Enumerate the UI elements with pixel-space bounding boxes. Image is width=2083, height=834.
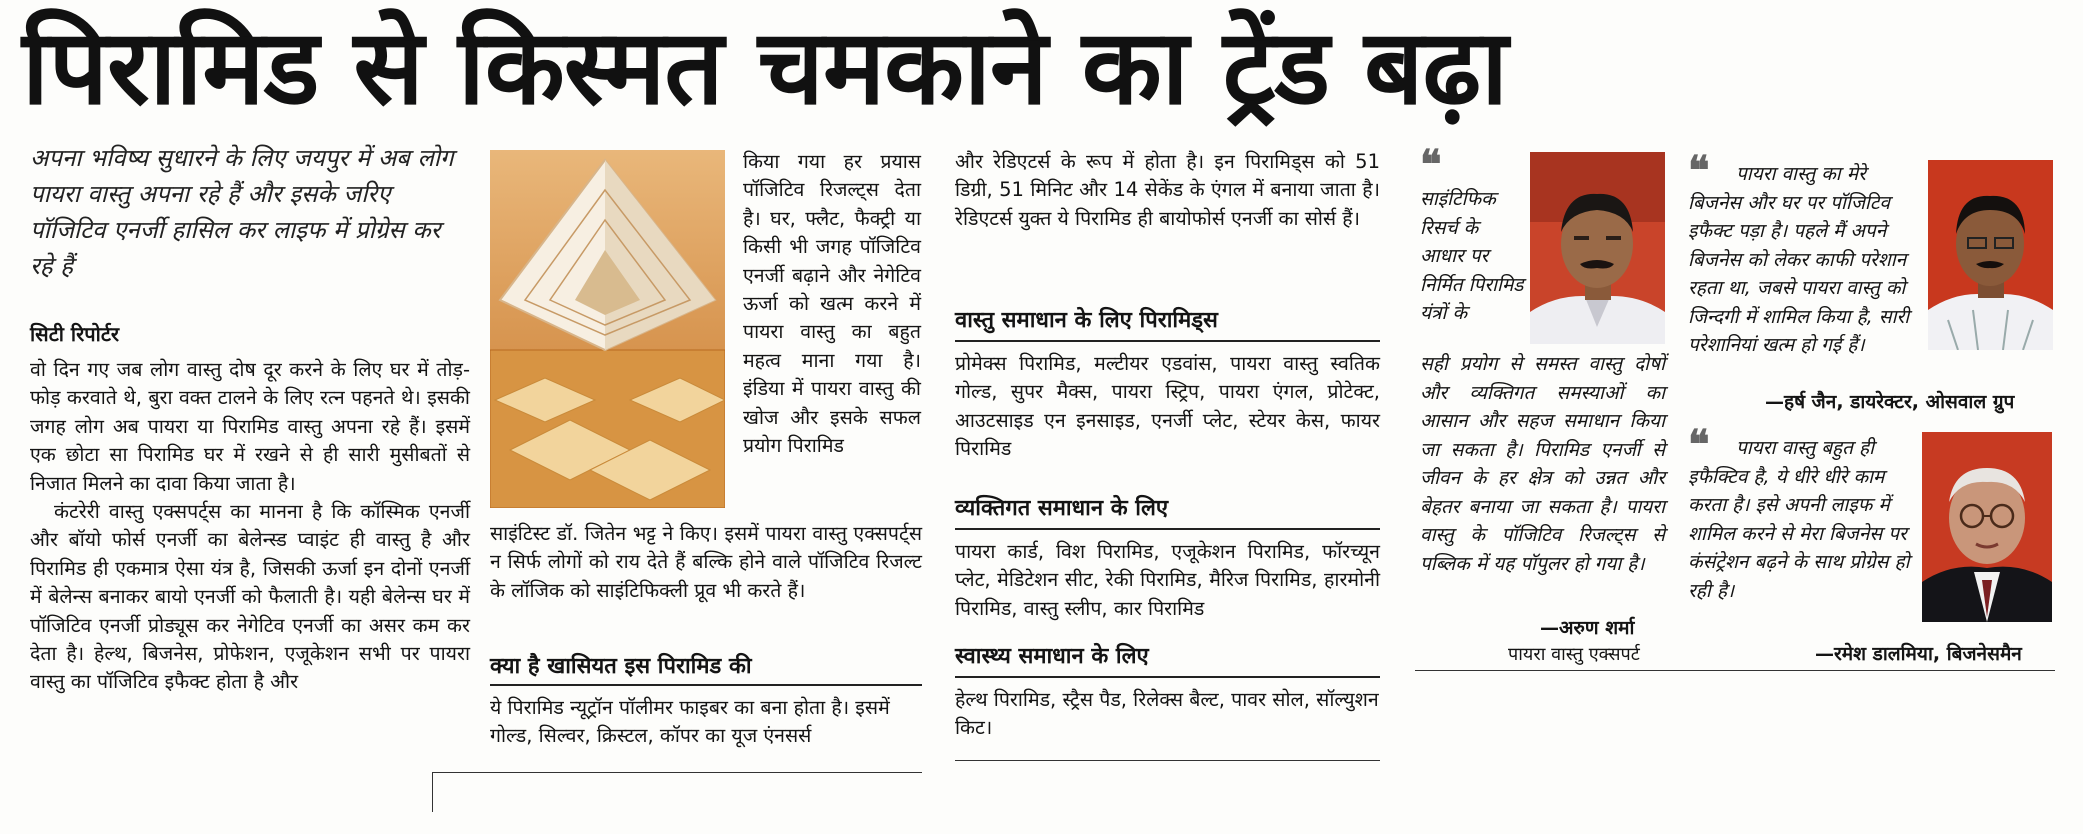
col3-paragraph-1: और रेडिएटर्स के रूप में होता है। इन पिरामिड्स को 51 डिग्री, 51 मिनिट और 14 सेकेंड के एंगल में बनाया जाता है। रेडिएटर्स युक्त ये पिरामिड ही बायोफोर्स एनर्जी का सोर्स हैं। xyxy=(955,150,1380,230)
subhead-khasiyat: क्या है खासियत इस पिरामिड की xyxy=(490,654,752,679)
photo-harsh-jain xyxy=(1928,160,2053,350)
divider xyxy=(490,684,922,686)
bottom-rule xyxy=(432,772,922,773)
divider xyxy=(955,676,1380,678)
col3-text-vyaktigat: पायरा कार्ड, विश पिरामिड, एजूकेशन पिरामिड, फॉरच्यून प्लेट, मेडिटेशन सीट, रेकी पिरामिड, मैरिज पिरामिड, हारमोनी पिरामिड, वास्तु स्लीप, कार पिरामिड xyxy=(955,540,1380,620)
column-1 xyxy=(30,356,470,697)
quote3-text: पायरा वास्तु बहुत ही इफैक्टिव है, ये धीरे धीरे काम करता है। इसे अपनी लाइफ में शामिल करने से मेरा बिजनेस पर कंसंट्रेशन बढ़ने के साथ प्रोग्रेस हो रही है। xyxy=(1688,437,1910,602)
col1-paragraph-2: कंटरेरी वास्तु एक्सपर्ट्स का मानना है कि कॉस्मिक एनर्जी और बॉयो फोर्स एनर्जी का बेलेन्स्ड प्वाइंट ही वास्तु है और पिरामिड ही एकमात्र ऐसा यंत्र है, जिसकी ऊर्जा इन दोनों एनर्जी में बेलेन्स बनाकर बायो एनर्जी को फैलाती है। यही बेलेन्स घर में पॉजिटिव एनर्जी प्रोड्यूस कर नेगेटिव एनर्जी का असर कम कर देता है। हेल्थ, बिजनेस, प्रोफेशन, एजूकेशन सभी पर पायरा वास्तु का पॉजिटिव इफैक्ट होता है और xyxy=(30,500,470,694)
col2-beside-photo: किया गया हर प्रयास पॉजिटिव रिजल्ट्स देता है। घर, फ्लैट, फैक्ट्री या किसी भी जगह पॉजिटिव एनर्जी बढ़ाने और नेगेटिव ऊर्जा को खत्म करने में पायरा वास्तु का बहुत महत्व माना गया है। इंडिया में पायरा वास्तु की खोज और इसके सफल प्रयोग पिरामिड xyxy=(743,150,921,458)
bottom-rule xyxy=(1415,670,2055,671)
subhead-vyaktigat: व्यक्तिगत समाधान के लिए xyxy=(955,496,1169,521)
quote1-beside-photo: साइंटिफिक रिसर्च के आधार पर निर्मित पिरामिड यंत्रों के xyxy=(1420,188,1524,324)
divider xyxy=(955,528,1380,530)
col2-after-subhead: ये पिरामिड न्यूट्रॉन पॉलीमर फाइबर का बना होता है। इसमें गोल्ड, सिल्वर, क्रिस्टल, कॉपर का यूज एंनसर्स xyxy=(490,696,890,748)
quote1-text: सही प्रयोग से समस्त वास्तु दोषों और व्यक्तिगत समस्याओं का आसान और सहज समाधान किया जा सकता है। पिरामिड एनर्जी से जीवन के हर क्षेत्र को उन्नत और बेहतर बनाया जा सकता है। पायरा वास्तु के पॉजिटिव रिजल्ट्स से पब्लिक में यह पॉपुलर हो गया है। xyxy=(1420,353,1665,575)
photo-arun-sharma xyxy=(1530,152,1665,344)
quote2-attribution: —हर्ष जैन, डायरेक्टर, ओसवाल ग्रुप xyxy=(1765,391,2015,413)
quote1-role: पायरा वास्तु एक्सपर्ट xyxy=(1508,644,1640,665)
bottom-rule xyxy=(432,772,433,812)
quote-icon: ❝ xyxy=(1688,421,1710,468)
pyramid-photo xyxy=(490,150,725,508)
headline: पिरामिड से किस्मत चमकाने का ट्रेंड बढ़ा xyxy=(22,6,1508,128)
quote1-name: —अरुण शर्मा xyxy=(1540,617,1635,639)
quote-icon: ❝ xyxy=(1420,141,1442,188)
quote2-text: पायरा वास्तु का मेरे बिजनेस और घर पर पॉजिटिव इफैक्ट पड़ा है। पहले मैं अपने बिजनेस को लेकर काफी परेशान रहता था, जबसे पायरा वास्तु को जिन्दगी में शामिल किया है, सारी परेशानियां खत्म हो गई हैं। xyxy=(1688,163,1910,356)
subhead-swasthya: स्वास्थ्य समाधान के लिए xyxy=(955,644,1149,669)
col2-below-photo: साइंटिस्ट डॉ. जितेन भट्ट ने किए। इसमें पायरा वास्तु एक्सपर्ट्स न सिर्फ लोगों को राय देते हैं बल्कि होने वाले पॉजिटिव रिजल्ट के लॉजिक को साइंटिफिक्ली प्रूव भी करते हैं। xyxy=(490,522,922,602)
quote-icon: ❝ xyxy=(1688,147,1710,194)
col3-text-swasthya: हेल्थ पिरामिड, स्ट्रैस पैड, रिलेक्स बैल्ट, पावर सोल, सॉल्युशन किट। xyxy=(955,688,1379,740)
byline: सिटी रिपोर्टर xyxy=(30,322,120,346)
col1-paragraph-1: वो दिन गए जब लोग वास्तु दोष दूर करने के लिए घर में तोड़-फोड़ करवाते थे, बुरा वक्त टालने के लिए रत्न पहनते थे। इसकी जगह लोग अब पायरा या पिरामिड वास्तु अपना रहे हैं। इसमें एक छोटा सा पिरामिड घर में रखने से ही सारी मुसीबतों से निजात मिलने का दावा किया जाता है। xyxy=(30,358,470,495)
deck: अपना भविष्य सुधारने के लिए जयपुर में अब लोग पायरा वास्तु अपना रहे हैं और इसके जरिए पॉजिटिव एनर्जी हासिल कर लाइफ में प्रोग्रेस कर रहे हैं xyxy=(30,144,454,280)
photo-ramesh-dalmia xyxy=(1922,432,2052,622)
quote3-attribution: —रमेश डालमिया, बिजनेसमैन xyxy=(1815,643,2022,665)
subhead-vastu: वास्तु समाधान के लिए पिरामिड्स xyxy=(955,308,1218,333)
divider xyxy=(955,340,1380,342)
col3-text-vastu: प्रोमेक्स पिरामिड, मल्टीयर एडवांस, पायरा वास्तु स्वतिक गोल्ड, सुपर मैक्स, पायरा स्ट्रिप, पायरा एंगल, प्रोटेक्ट, आउटसाइड एन इनसाइड, एनर्जी प्लेट, स्टेयर केस, फायर पिरामिड xyxy=(955,352,1380,461)
bottom-rule xyxy=(955,760,1380,761)
